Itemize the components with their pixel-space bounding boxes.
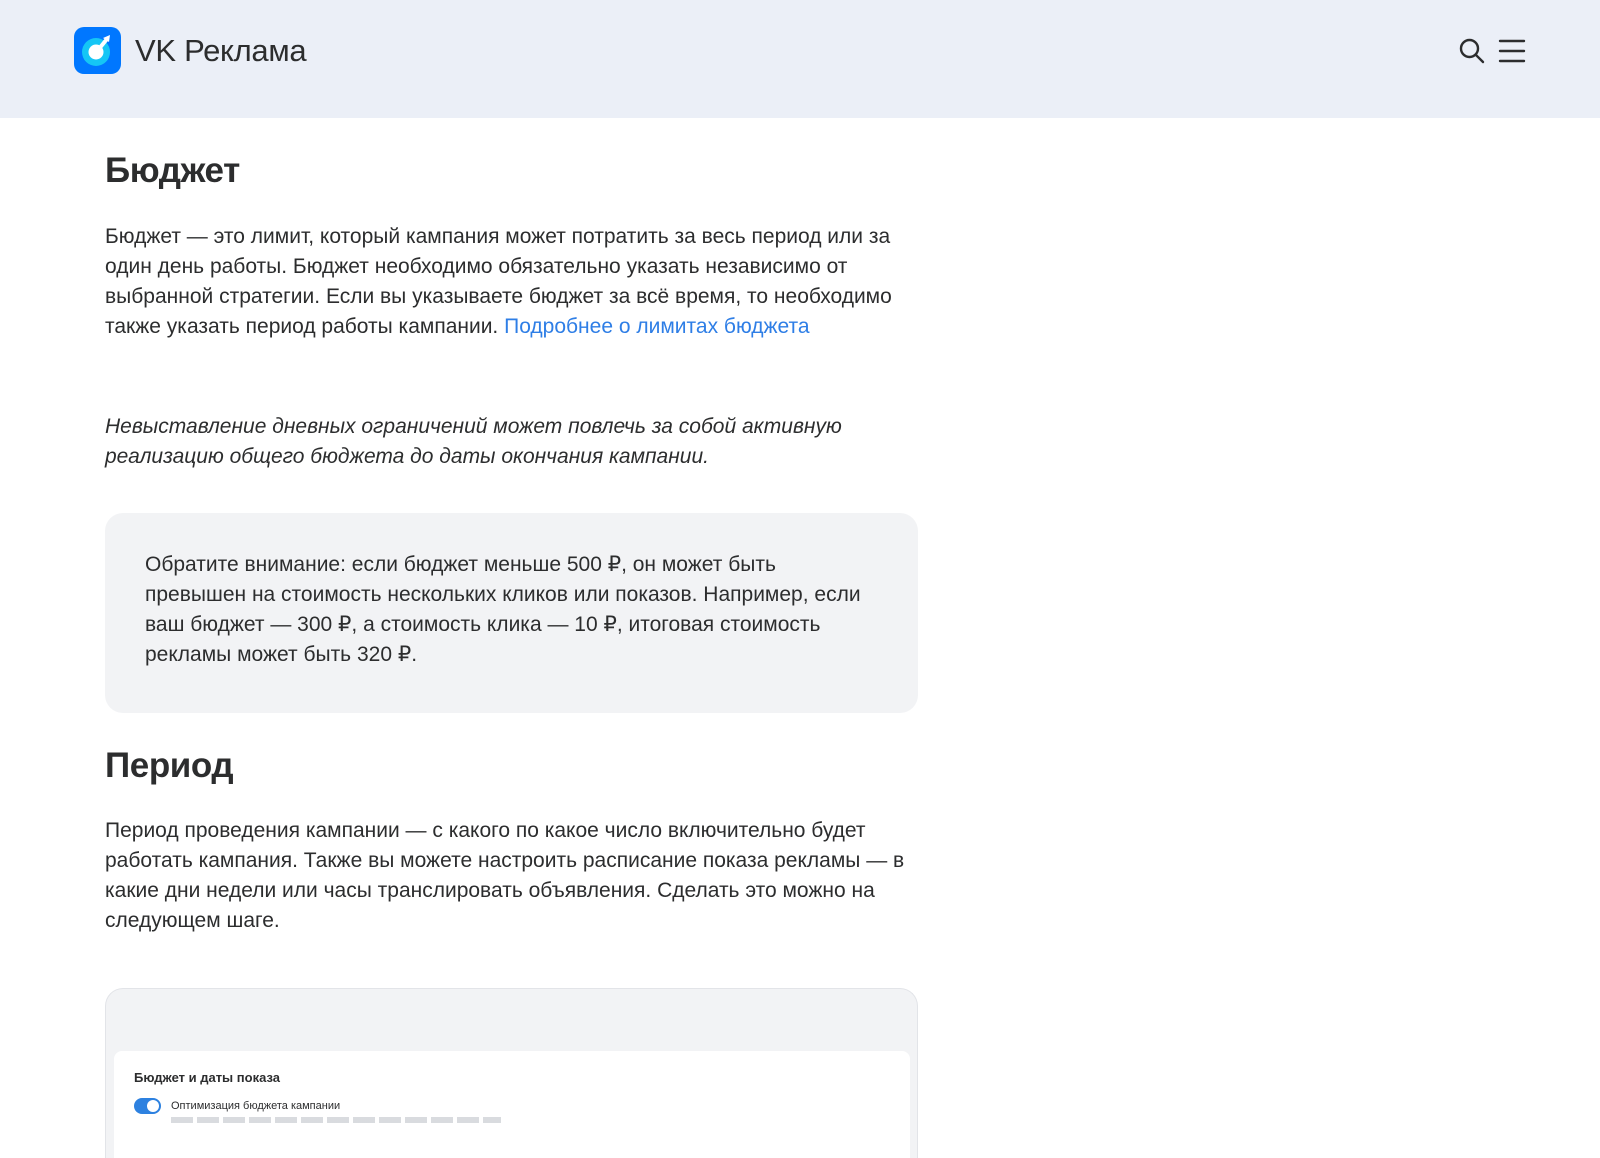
screenshot-card-title: Бюджет и даты показа [134,1070,280,1085]
budget-paragraph-text: Бюджет — это лимит, который кампания может потратить за весь период или за один день работы. Бюджет необходимо обязательно указать независимо от выбранной стратегии. Если вы указываете бюджет за всё время, то необходимо также указать период работы кампании. [105,225,892,338]
site-header [0,0,1600,118]
vk-ads-logo-icon[interactable] [74,27,121,74]
brand-name[interactable]: VK Реклама [135,33,307,68]
ui-screenshot-illustration [105,988,918,1158]
period-heading: Период [105,746,234,785]
budget-paragraph [105,222,905,342]
notice-box [105,513,918,713]
toggle-label: Оптимизация бюджета кампании [171,1100,341,1112]
hamburger-menu-icon[interactable] [1498,37,1526,65]
search-icon[interactable] [1458,37,1486,65]
budget-limits-link[interactable]: Подробнее о лимитах бюджета [504,315,810,338]
budget-optimization-toggle [134,1098,161,1114]
notice-text: Обратите внимание: если бюджет меньше 500 ₽, он может быть превышен на стоимость нескольких кликов или показов. Например, если ваш бюджет — 300 ₽, а стоимость клика — 10 ₽, итоговая стоимость рекламы может быть 320 ₽. [145,553,861,666]
toggle-knob [147,1100,159,1112]
screenshot-card [114,1051,910,1158]
period-paragraph: Период проведения кампании — с какого по какое число включительно будет работать кампания. Также вы можете настроить расписание показа рекламы — в какие дни недели или часы транслировать объявления. Сделать это можно на следующем шаге. [105,819,905,932]
budget-heading: Бюджет [105,151,240,190]
italic-note: Невыставление дневных ограничений может повлечь за собой активную реализацию общего бюджета до даты окончания кампании. [105,415,842,468]
cut-off-text [171,1117,501,1123]
